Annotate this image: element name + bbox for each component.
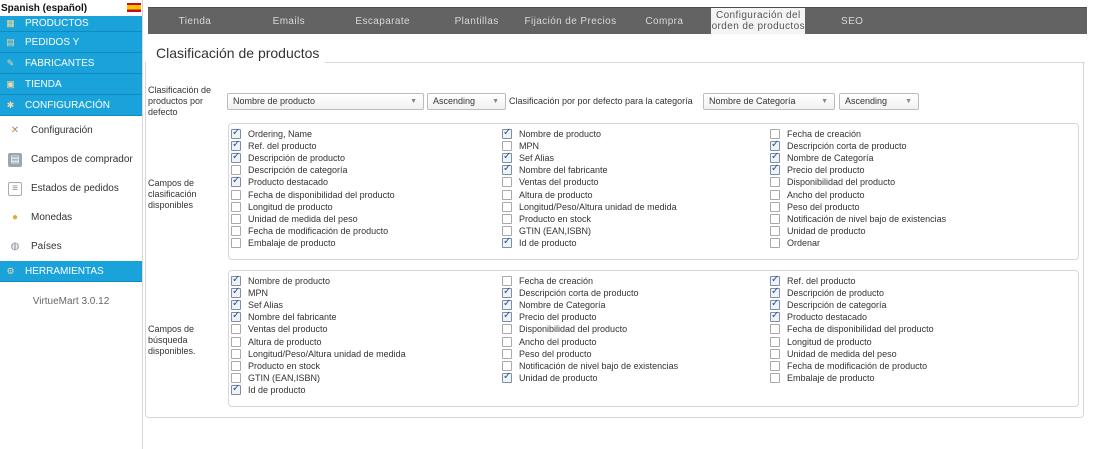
wrench-icon: ✎ <box>6 57 15 68</box>
field-option[interactable] <box>231 348 406 360</box>
checkbox-unchecked[interactable] <box>502 190 512 200</box>
config-tabbar <box>148 7 1087 34</box>
field-option[interactable] <box>770 348 934 360</box>
menu-herramientas[interactable] <box>0 261 142 282</box>
language-label: Spanish (español) <box>1 2 88 14</box>
checkbox-unchecked[interactable] <box>502 214 512 224</box>
field-option-label: Disponibilidad del producto <box>519 324 628 335</box>
menu-label: FABRICANTES <box>25 57 95 69</box>
field-option-label: Ref. del producto <box>787 276 856 287</box>
field-option-label: Longitud de producto <box>787 336 872 347</box>
menu-tienda[interactable] <box>0 74 142 95</box>
search-fields-column <box>770 275 934 384</box>
checkbox-checked[interactable] <box>502 288 512 298</box>
field-option-label: Unidad de producto <box>787 225 866 236</box>
field-option[interactable] <box>770 237 946 249</box>
category-sort-field-select[interactable] <box>703 93 835 110</box>
order-status-icon: ≡ <box>8 182 22 196</box>
field-option-label: Nombre de Categoría <box>519 300 606 311</box>
checkbox-unchecked[interactable] <box>502 177 512 187</box>
checkbox-unchecked[interactable] <box>231 190 241 200</box>
menu-label: HERRAMIENTAS <box>25 265 104 277</box>
field-option-label: MPN <box>248 288 268 299</box>
checkbox-checked[interactable] <box>502 165 512 175</box>
menu-label: PEDIDOS Y <box>25 36 80 48</box>
sidebar-item-monedas[interactable] <box>0 203 142 232</box>
checkbox-checked[interactable] <box>770 276 780 286</box>
tab-seo[interactable]: SEO <box>841 15 864 27</box>
field-option[interactable] <box>502 287 678 299</box>
checkbox-checked[interactable] <box>231 276 241 286</box>
field-option-label: Unidad de medida del peso <box>248 213 358 224</box>
field-option-label: Unidad de medida del peso <box>787 348 897 359</box>
checkbox-unchecked[interactable] <box>502 141 512 151</box>
field-option[interactable] <box>231 164 395 176</box>
field-option-label: Descripción de categoría <box>248 165 348 176</box>
tab-fijacion-precios[interactable]: Fijación de Precios <box>524 15 617 27</box>
tools-menu-icon: ⚙ <box>6 265 15 276</box>
sidebar-item-configuracion[interactable] <box>0 116 142 145</box>
field-option[interactable] <box>770 176 946 188</box>
field-option[interactable] <box>502 164 677 176</box>
sidebar-item-paises[interactable] <box>0 232 142 261</box>
field-option-label: Fecha de disponibilidad del producto <box>787 324 934 335</box>
checkbox-unchecked[interactable] <box>231 238 241 248</box>
field-option-label: Producto destacado <box>248 177 329 188</box>
checkbox-unchecked[interactable] <box>231 214 241 224</box>
field-option[interactable] <box>502 299 678 311</box>
field-option-label: Id de producto <box>248 384 306 395</box>
field-option-label: Sef Alias <box>519 153 555 164</box>
field-option[interactable] <box>502 237 677 249</box>
checkbox-checked[interactable] <box>231 141 241 151</box>
sidebar-item-label: Configuración <box>31 125 93 136</box>
globe-icon: ◍ <box>10 241 20 252</box>
checkbox-unchecked[interactable] <box>231 202 241 212</box>
field-option-label: Fecha de modificación de producto <box>248 225 389 236</box>
field-option[interactable] <box>231 152 395 164</box>
field-option[interactable] <box>231 384 406 396</box>
field-option-label: Producto destacado <box>787 312 868 323</box>
default-sort-field-select[interactable] <box>227 93 424 110</box>
field-option-label: Disponibilidad del producto <box>787 177 896 188</box>
field-option-label: Peso del producto <box>787 201 860 212</box>
select-value: Nombre de Categoría <box>709 96 796 106</box>
checkbox-unchecked[interactable] <box>231 165 241 175</box>
field-option[interactable] <box>770 275 934 287</box>
field-option-label: Unidad de producto <box>519 372 598 383</box>
tab-emails[interactable]: Emails <box>272 15 306 27</box>
field-option-label: Embalaje de producto <box>787 372 875 383</box>
checkbox-unchecked[interactable] <box>231 373 241 383</box>
dropdown-arrow-icon: ▼ <box>492 98 499 105</box>
sort-fields-column <box>770 128 946 249</box>
search-fields-box <box>228 270 1079 407</box>
form-fields-icon: ▤ <box>8 153 22 167</box>
version-label: VirtueMart 3.0.12 <box>32 296 110 307</box>
field-option[interactable] <box>502 188 677 200</box>
checkbox-unchecked[interactable] <box>770 337 780 347</box>
menu-configuracion[interactable] <box>0 95 142 116</box>
config-icon: ✱ <box>6 99 15 110</box>
field-option[interactable] <box>770 201 946 213</box>
category-sort-direction-select[interactable] <box>839 93 919 110</box>
search-fields-column <box>231 275 406 396</box>
coins-icon: ● <box>11 212 19 223</box>
menu-fabricantes[interactable] <box>0 53 142 74</box>
field-option[interactable] <box>502 201 677 213</box>
field-option-label: Altura de producto <box>248 336 322 347</box>
field-option-label: Ancho del producto <box>787 189 865 200</box>
field-option[interactable] <box>770 188 946 200</box>
sort-fields-box <box>228 123 1079 260</box>
field-option[interactable] <box>231 335 406 347</box>
field-option[interactable] <box>231 275 406 287</box>
sidebar-item-label: Estados de pedidos <box>31 183 119 194</box>
field-option[interactable] <box>231 213 395 225</box>
checkbox-checked[interactable] <box>502 238 512 248</box>
checkbox-checked[interactable] <box>231 312 241 322</box>
sidebar-item-label: Monedas <box>31 212 73 223</box>
field-option-label: Altura de producto <box>519 189 593 200</box>
dropdown-arrow-icon: ▼ <box>905 98 912 105</box>
field-option[interactable] <box>770 323 934 335</box>
tab-tienda[interactable]: Tienda <box>178 15 212 27</box>
dropdown-arrow-icon: ▼ <box>410 98 417 105</box>
field-option[interactable] <box>770 299 934 311</box>
checkbox-unchecked[interactable] <box>502 202 512 212</box>
checkbox-unchecked[interactable] <box>770 226 780 236</box>
field-option-label: Nombre de producto <box>248 276 331 287</box>
field-option[interactable] <box>231 311 406 323</box>
field-option-label: Precio del producto <box>519 312 597 323</box>
field-option-label: GTIN (EAN,ISBN) <box>248 372 321 383</box>
page-title: Clasificación de productos <box>156 45 320 61</box>
field-option[interactable] <box>770 225 946 237</box>
checkbox-checked[interactable] <box>231 300 241 310</box>
checkbox-unchecked[interactable] <box>502 361 512 371</box>
spain-flag-icon <box>127 3 141 12</box>
field-option[interactable] <box>231 360 406 372</box>
field-option-label: MPN <box>519 141 539 152</box>
checkbox-checked[interactable] <box>231 385 241 395</box>
field-option[interactable] <box>231 299 406 311</box>
field-option-label: Notificación de nivel bajo de existencias <box>787 213 947 224</box>
menu-pedidos[interactable] <box>0 32 142 53</box>
checkbox-unchecked[interactable] <box>770 349 780 359</box>
checkbox-unchecked[interactable] <box>502 349 512 359</box>
sidebar-item-label: Países <box>31 241 62 252</box>
sort-fields-column <box>502 128 677 249</box>
field-option-label: Fecha de disponibilidad del producto <box>248 189 395 200</box>
field-option[interactable] <box>502 140 677 152</box>
field-option-label: Fecha de modificación de producto <box>787 360 928 371</box>
field-option[interactable] <box>502 128 677 140</box>
field-option-label: Nombre de producto <box>519 129 602 140</box>
dropdown-arrow-icon: ▼ <box>821 98 828 105</box>
menu-label: PRODUCTOS <box>25 18 89 29</box>
select-value: Ascending <box>845 96 888 106</box>
field-option[interactable] <box>770 213 946 225</box>
field-option[interactable] <box>502 372 678 384</box>
field-option-label: Descripción de producto <box>248 153 346 164</box>
field-option[interactable] <box>770 128 946 140</box>
products-icon: ▦ <box>6 18 15 28</box>
checkbox-checked[interactable] <box>770 165 780 175</box>
field-option-label: Descripción corta de producto <box>519 288 639 299</box>
field-option-label: Longitud/Peso/Altura unidad de medida <box>248 348 406 359</box>
field-option[interactable] <box>231 237 395 249</box>
field-option[interactable] <box>502 152 677 164</box>
field-option[interactable] <box>770 287 934 299</box>
checkbox-unchecked[interactable] <box>770 129 780 139</box>
checkbox-unchecked[interactable] <box>231 226 241 236</box>
checkbox-checked[interactable] <box>770 288 780 298</box>
checkbox-checked[interactable] <box>231 129 241 139</box>
field-option[interactable] <box>770 335 934 347</box>
checkbox-unchecked[interactable] <box>231 361 241 371</box>
field-option-label: Precio del producto <box>787 165 865 176</box>
checkbox-checked[interactable] <box>502 129 512 139</box>
field-option-label: Id de producto <box>519 237 577 248</box>
field-option[interactable] <box>231 188 395 200</box>
checkbox-unchecked[interactable] <box>770 190 780 200</box>
checkbox-checked[interactable] <box>502 153 512 163</box>
field-option[interactable] <box>502 335 678 347</box>
field-option[interactable] <box>770 372 934 384</box>
checkbox-checked[interactable] <box>502 300 512 310</box>
field-option-label: Ordering, Name <box>248 129 313 140</box>
category-sort-label: Clasificación por por defecto para la categoría <box>509 96 693 106</box>
checkbox-checked[interactable] <box>231 177 241 187</box>
field-option-label: Fecha de creación <box>519 276 594 287</box>
field-option[interactable] <box>502 213 677 225</box>
checkbox-checked[interactable] <box>770 153 780 163</box>
checkbox-checked[interactable] <box>231 288 241 298</box>
checkbox-checked[interactable] <box>502 312 512 322</box>
field-option-label: Fecha de creación <box>787 129 862 140</box>
field-option-label: Sef Alias <box>248 300 284 311</box>
checkbox-unchecked[interactable] <box>502 337 512 347</box>
checkbox-checked[interactable] <box>770 300 780 310</box>
field-option-label: Peso del producto <box>519 348 592 359</box>
field-option[interactable] <box>231 176 395 188</box>
field-option-label: Embalaje de producto <box>248 237 336 248</box>
sidebar-item-campos-comprador[interactable] <box>0 145 142 174</box>
menu-label: CONFIGURACIÓN <box>25 99 110 111</box>
search-fields-column <box>502 275 678 384</box>
menu-productos[interactable] <box>0 16 142 32</box>
checkbox-unchecked[interactable] <box>770 324 780 334</box>
sidebar-item-estados-pedidos[interactable] <box>0 174 142 203</box>
checkbox-unchecked[interactable] <box>502 276 512 286</box>
field-option[interactable] <box>770 311 934 323</box>
select-value: Nombre de producto <box>233 96 316 106</box>
sidebar-item-label: Campos de comprador <box>31 154 133 165</box>
select-value: Ascending <box>433 96 476 106</box>
field-option-label: Notificación de nivel bajo de existencias <box>519 360 679 371</box>
checkbox-unchecked[interactable] <box>502 324 512 334</box>
search-fields-label: Campos de búsqueda disponibles. <box>148 324 196 356</box>
field-option-label: Nombre del fabricante <box>248 312 337 323</box>
field-option[interactable] <box>231 225 395 237</box>
tools-icon: ✕ <box>10 125 20 136</box>
sort-fields-label: Campos de clasificación disponibles <box>148 178 197 210</box>
field-option-label: Ventas del producto <box>248 324 328 335</box>
field-option-label: Nombre del fabricante <box>519 165 608 176</box>
field-option[interactable] <box>502 323 678 335</box>
field-option[interactable] <box>770 360 934 372</box>
field-option[interactable] <box>502 348 678 360</box>
field-option-label: GTIN (EAN,ISBN) <box>519 225 592 236</box>
language-selector[interactable] <box>0 0 142 16</box>
sort-fields-column <box>231 128 395 249</box>
default-sort-label: Clasificación de productos por defecto <box>148 85 212 117</box>
field-option-label: Descripción de categoría <box>787 300 887 311</box>
field-option-label: Nombre de Categoría <box>787 153 874 164</box>
tab-orden-productos[interactable]: Configuración del orden de productos <box>711 10 805 32</box>
checkbox-checked[interactable] <box>231 153 241 163</box>
field-option-label: Ancho del producto <box>519 336 597 347</box>
admin-sidebar <box>0 0 143 449</box>
field-option[interactable] <box>502 225 677 237</box>
field-option-label: Producto en stock <box>519 213 592 224</box>
checkbox-unchecked[interactable] <box>770 202 780 212</box>
field-option[interactable] <box>502 176 677 188</box>
field-option[interactable] <box>231 323 406 335</box>
checkbox-unchecked[interactable] <box>770 373 780 383</box>
checkbox-unchecked[interactable] <box>231 337 241 347</box>
checkbox-unchecked[interactable] <box>770 361 780 371</box>
field-option-label: Ordenar <box>787 237 821 248</box>
field-option-label: Producto en stock <box>248 360 321 371</box>
tab-compra[interactable]: Compra <box>645 15 684 27</box>
field-option-label: Ref. del producto <box>248 141 317 152</box>
field-option[interactable] <box>231 140 395 152</box>
default-sort-direction-select[interactable] <box>427 93 506 110</box>
checkbox-checked[interactable] <box>502 373 512 383</box>
checkbox-unchecked[interactable] <box>770 214 780 224</box>
checkbox-checked[interactable] <box>770 141 780 151</box>
tab-plantillas[interactable]: Plantillas <box>454 15 499 27</box>
orders-icon: ▤ <box>6 36 15 47</box>
checkbox-unchecked[interactable] <box>770 238 780 248</box>
field-option[interactable] <box>231 201 395 213</box>
field-option[interactable] <box>502 360 678 372</box>
menu-label: TIENDA <box>25 78 62 90</box>
field-option[interactable] <box>770 164 946 176</box>
field-option-label: Ventas del producto <box>519 177 599 188</box>
field-option-label: Longitud de producto <box>248 201 333 212</box>
field-option-label: Descripción corta de producto <box>787 141 907 152</box>
field-option[interactable] <box>502 275 678 287</box>
field-option-label: Longitud/Peso/Altura unidad de medida <box>519 201 677 212</box>
store-icon: ▣ <box>6 78 15 89</box>
field-option[interactable] <box>502 311 678 323</box>
field-option[interactable] <box>770 152 946 164</box>
checkbox-unchecked[interactable] <box>231 349 241 359</box>
field-option[interactable] <box>231 287 406 299</box>
tab-escaparate[interactable]: Escaparate <box>355 15 411 27</box>
checkbox-unchecked[interactable] <box>231 324 241 334</box>
field-option[interactable] <box>231 128 395 140</box>
field-option-label: Descripción de producto <box>787 288 885 299</box>
checkbox-unchecked[interactable] <box>502 226 512 236</box>
field-option[interactable] <box>231 372 406 384</box>
field-option[interactable] <box>770 140 946 152</box>
checkbox-checked[interactable] <box>770 312 780 322</box>
checkbox-unchecked[interactable] <box>770 177 780 187</box>
